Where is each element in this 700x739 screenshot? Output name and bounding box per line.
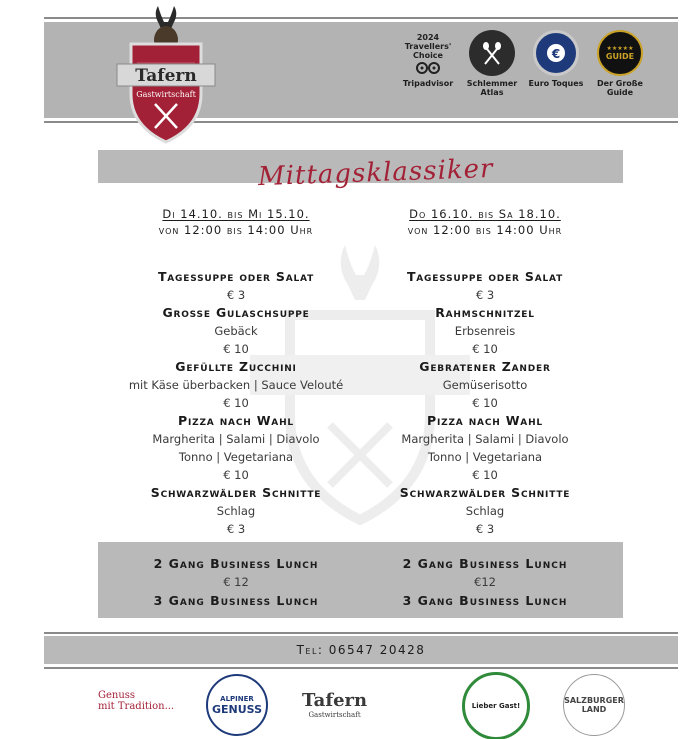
dish-price: € 10 bbox=[472, 342, 498, 356]
dish-price: € 3 bbox=[226, 522, 246, 536]
dish-name: Gefüllte Zucchini bbox=[175, 359, 297, 374]
dish-desc: Margherita | Salami | Diavolo bbox=[152, 432, 320, 446]
lieber-title: Lieber Gast! bbox=[471, 702, 521, 710]
tafern-sub: Gastwirtschaft bbox=[308, 711, 361, 719]
dish-desc: mit Käse überbacken | Sauce Velouté bbox=[128, 378, 344, 392]
award-tripadvisor bbox=[400, 30, 456, 97]
guide-seal-icon: ★★★★★ GUIDE bbox=[597, 30, 643, 76]
time-range: von 12:00 bis 14:00 Uhr bbox=[407, 223, 563, 237]
menu-column-left bbox=[113, 206, 359, 538]
dish-name: Schwarzwälder Schnitte bbox=[150, 485, 322, 500]
lunch-two-course: 2 Gang Business Lunch bbox=[153, 556, 319, 571]
dish-price: € 10 bbox=[472, 468, 498, 482]
dish-desc: Schlag bbox=[465, 504, 505, 518]
dish-name: Grosse Gulaschsuppe bbox=[162, 305, 310, 320]
award-line-1: Travellers' bbox=[404, 41, 452, 51]
page-title: Mittagsklassiker bbox=[257, 153, 494, 193]
dish-desc: Erbsenreis bbox=[454, 324, 516, 338]
tripadvisor-icon bbox=[405, 30, 451, 76]
dish-desc: Tonno | Vegetariana bbox=[427, 450, 543, 464]
svg-text:€: € bbox=[551, 47, 561, 61]
award-schlemmer-atlas bbox=[464, 30, 520, 97]
tel-bottom-line bbox=[44, 667, 678, 669]
euro-toques-icon bbox=[533, 30, 579, 76]
dish-name: Pizza nach Wahl bbox=[427, 413, 543, 428]
award-caption: Schlemmer Atlas bbox=[466, 79, 518, 97]
dish-name: Rahmschnitzel bbox=[435, 305, 535, 320]
crossed-spoons-icon bbox=[469, 30, 515, 76]
alpiner-top: ALPINER bbox=[220, 694, 254, 703]
logo-sub: Gastwirtschaft bbox=[136, 90, 196, 99]
lunch-price: € 12 bbox=[223, 575, 249, 589]
alpiner-genuss-logo bbox=[206, 674, 268, 736]
award-year: 2024 bbox=[416, 32, 440, 42]
tafern-footer-logo bbox=[302, 690, 367, 719]
dish-price: € 10 bbox=[223, 468, 249, 482]
dish-name: Tagessuppe oder Salat bbox=[157, 269, 315, 284]
dish-name: Gebratener Zander bbox=[419, 359, 551, 374]
time-range: von 12:00 bis 14:00 Uhr bbox=[158, 223, 314, 237]
dish-desc: Gemüserisotto bbox=[442, 378, 528, 392]
award-der-grosse-guide bbox=[592, 30, 648, 97]
dish-desc: Schlag bbox=[216, 504, 256, 518]
genuss-line-2: mit Tradition... bbox=[98, 701, 175, 712]
genuss-line-1: Genuss bbox=[98, 690, 136, 701]
tafern-word: Tafern bbox=[302, 690, 368, 711]
owl-icon bbox=[413, 60, 443, 74]
salzburger-land-logo bbox=[563, 674, 625, 736]
dish-price: € 10 bbox=[223, 342, 249, 356]
lunch-three-course: 3 Gang Business Lunch bbox=[402, 593, 568, 608]
dish-price: € 3 bbox=[475, 288, 495, 302]
alpiner-main: GENUSS bbox=[211, 702, 263, 716]
lunch-price: €12 bbox=[474, 575, 496, 589]
dish-name: Pizza nach Wahl bbox=[178, 413, 294, 428]
guide-seal-text: GUIDE bbox=[605, 52, 635, 61]
salzburger-text: SALZBURGER LAND bbox=[564, 696, 624, 714]
award-caption: Tripadvisor bbox=[402, 79, 454, 88]
award-euro-toques bbox=[528, 30, 584, 97]
dish-price: € 10 bbox=[223, 396, 249, 410]
dish-price: € 10 bbox=[472, 396, 498, 410]
business-lunch-left bbox=[113, 554, 359, 610]
dish-desc: Tonno | Vegetariana bbox=[178, 450, 294, 464]
business-lunch-right bbox=[362, 554, 608, 610]
dish-price: € 3 bbox=[226, 288, 246, 302]
dish-price: € 3 bbox=[475, 522, 495, 536]
lunch-three-course: 3 Gang Business Lunch bbox=[153, 593, 319, 608]
award-caption: Der Große Guide bbox=[597, 79, 643, 97]
date-range: Di 14.10. bis Mi 15.10. bbox=[162, 207, 310, 221]
award-caption: Euro Toques bbox=[528, 79, 584, 88]
logo-word: Tafern bbox=[135, 66, 197, 86]
dish-desc: Margherita | Salami | Diavolo bbox=[401, 432, 569, 446]
menu-column-right bbox=[362, 206, 608, 538]
dish-name: Tagessuppe oder Salat bbox=[406, 269, 564, 284]
genuss-mit-tradition-logo bbox=[98, 690, 174, 712]
award-line-2: Choice bbox=[413, 50, 443, 60]
tafern-logo bbox=[113, 4, 219, 144]
dish-name: Schwarzwälder Schnitte bbox=[399, 485, 571, 500]
phone-number[interactable]: Tel: 06547 20428 bbox=[296, 643, 426, 657]
dish-desc: Gebäck bbox=[214, 324, 258, 338]
tel-top-line bbox=[44, 632, 678, 634]
lunch-two-course: 2 Gang Business Lunch bbox=[402, 556, 568, 571]
lieber-gast-badge bbox=[462, 672, 530, 739]
date-range: Do 16.10. bis Sa 18.10. bbox=[409, 207, 561, 221]
awards-row bbox=[400, 30, 648, 97]
